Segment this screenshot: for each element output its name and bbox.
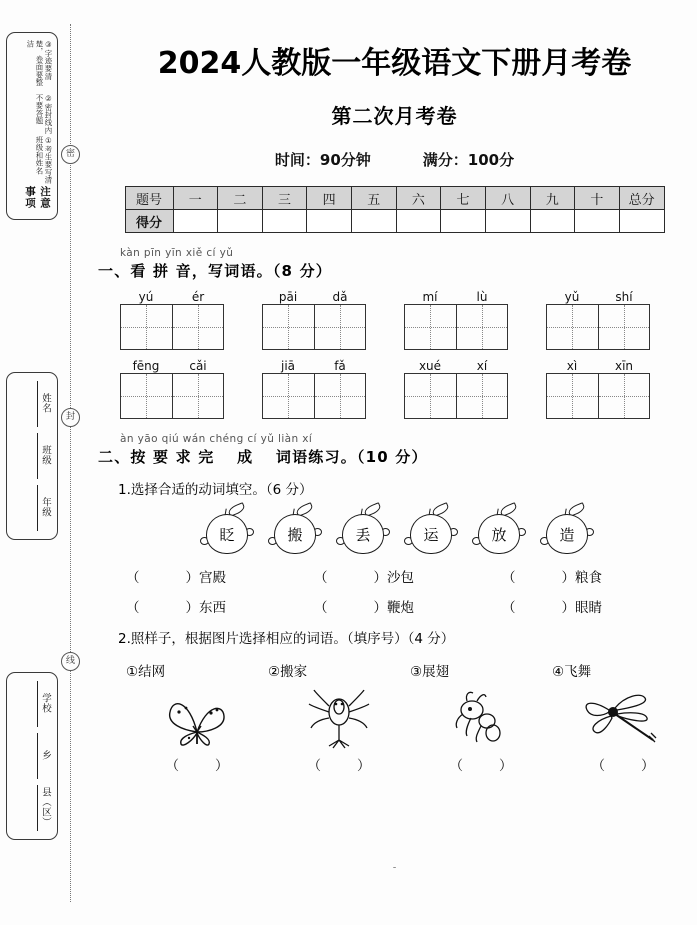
picture-word-options [92,660,697,680]
open-paren: （ [126,600,140,616]
pinyin-syllable: fēng [132,359,160,373]
butterfly-icon [153,688,241,750]
pinyin-syllable: fǎ [334,359,346,373]
section-two-pinyin: àn yāo qiú wán chéng cí yǔ liàn xí [120,433,313,445]
tianzige-cell[interactable] [121,305,173,349]
tianzige-cell[interactable] [405,305,457,349]
pinyin-grid-item [112,359,254,419]
exam-notes-title: 注意事项 [24,185,51,209]
score-col-2: 二 [218,187,263,210]
open-paren: （ [165,758,179,774]
page-footer-mark: - [392,862,397,873]
option-1[interactable]: ①结网 [126,664,166,680]
apple-word: 丢 [342,514,384,554]
verb-blank-item[interactable] [502,566,690,586]
section-one-title: 一、看 拼 音，写词语。（8 分） [98,262,333,280]
pinyin-syllable: cǎi [189,359,207,373]
apple-icon[interactable] [336,504,390,556]
score-cell-2[interactable] [218,210,263,233]
score-col-3: 三 [262,187,307,210]
apple-icon[interactable] [472,504,526,556]
tianzige-cell[interactable] [547,374,599,418]
grade-label: 年级 [40,496,51,517]
picture-answer-blank[interactable] [592,754,655,774]
pinyin-syllable: lù [476,290,488,304]
grade-writing-rule[interactable] [37,485,38,531]
apple-word: 搬 [274,514,316,554]
close-paren: ） [373,570,387,586]
picture-answer-blank[interactable] [308,754,371,774]
school-field[interactable] [37,678,52,727]
apple-word: 运 [410,514,452,554]
pinyin-grid-row-1 [92,290,697,350]
pinyin-labels [262,290,366,304]
tianzige-cell[interactable] [315,374,366,418]
section-two-title: 二、按 要 求 完 成 词语练习。（10 分） [98,448,428,466]
pinyin-grid-item [396,290,538,350]
tianzige-cell[interactable] [263,305,315,349]
tianzige-cell[interactable] [315,305,366,349]
pinyin-labels [546,290,650,304]
verb-blank-item[interactable] [502,596,690,616]
tianzige-cell[interactable] [457,374,508,418]
apple-icon[interactable] [540,504,594,556]
score-cell-total[interactable] [619,210,664,233]
score-table-row-label-question: 题号 [125,187,173,210]
verb-blank-item[interactable] [126,596,314,616]
apple-word: 眨 [206,514,248,554]
score-col-10: 十 [575,187,620,210]
picture-cell [552,688,694,774]
apple-icon[interactable] [404,504,458,556]
exam-note-item-2: ②密封线内不要答题 [35,94,53,135]
open-paren: （ [126,570,140,586]
pinyin-syllable: mí [422,290,438,304]
close-paren: ） [561,600,575,616]
score-col-8: 八 [485,187,530,210]
option-4[interactable]: ④飞舞 [552,664,592,680]
open-paren: （ [314,570,328,586]
town-field[interactable] [37,730,52,779]
pinyin-labels [120,359,224,373]
exam-subtitle: 第二次月考卷 [331,104,458,128]
spider-icon [295,688,383,750]
pinyin-syllable: shí [615,290,633,304]
close-paren: ） [357,758,371,774]
verb-blank-word: 粮食 [575,570,602,586]
verb-blank-word: 宫殿 [199,570,226,586]
picture-cell [126,688,268,774]
verb-blank-row-2 [92,596,697,616]
pinyin-syllable: xì [566,359,578,373]
apple-word: 放 [478,514,520,554]
verb-blank-word: 鞭炮 [387,600,414,616]
tianzige-cell[interactable] [405,374,457,418]
pinyin-labels [262,359,366,373]
score-cell-1[interactable] [173,210,218,233]
score-cell-4[interactable] [307,210,352,233]
tianzige-box[interactable] [546,304,650,350]
ant-icon [437,688,525,750]
close-paren: ） [373,600,387,616]
close-paren: ） [185,570,199,586]
section-two [92,433,697,467]
score-table [125,186,665,233]
county-writing-rule[interactable] [37,785,38,831]
pinyin-labels [120,290,224,304]
score-col-9: 九 [530,187,575,210]
pinyin-syllable: dǎ [332,290,348,304]
open-paren: （ [502,570,516,586]
class-label: 班级 [40,444,51,465]
name-label: 姓名 [40,392,51,413]
tianzige-box[interactable] [120,373,224,419]
verb-blank-item[interactable] [126,566,314,586]
tianzige-cell[interactable] [457,305,508,349]
pinyin-syllable: pāi [278,290,298,304]
score-cell-5[interactable] [352,210,397,233]
open-paren: （ [449,758,463,774]
exam-title: 2024人教版一年级语文下册月考卷 [157,46,632,81]
score-table-row-label-score: 得分 [125,210,173,233]
verb-blank-row-1 [92,566,697,586]
score-cell-10[interactable] [575,210,620,233]
close-paren: ） [215,758,229,774]
score-table-value-row [125,210,664,233]
exam-notes-box [6,32,58,220]
score-cell-7[interactable] [441,210,486,233]
seal-mark-2: 封 [61,408,80,427]
verb-blank-item[interactable] [314,596,502,616]
verb-blank-word: 眼睛 [575,600,602,616]
pinyin-grid-item [538,290,680,350]
close-paren: ） [185,600,199,616]
score-cell-8[interactable] [485,210,530,233]
pinyin-labels [546,359,650,373]
pinyin-syllable: yǔ [564,290,580,304]
tianzige-cell[interactable] [173,305,224,349]
verb-blank-word: 东西 [199,600,226,616]
exam-duration: 时间：90分钟 [274,151,371,169]
picture-answer-blank[interactable] [450,754,513,774]
apple-word: 造 [546,514,588,554]
town-writing-rule[interactable] [37,733,38,779]
tianzige-box[interactable] [120,304,224,350]
tianzige-cell[interactable] [173,374,224,418]
score-col-5: 五 [352,187,397,210]
picture-cell [268,688,410,774]
score-col-1: 一 [173,187,218,210]
tianzige-cell[interactable] [599,374,650,418]
tianzige-box[interactable] [404,304,508,350]
pinyin-syllable: xí [476,359,488,373]
picture-answer-row [92,688,697,774]
tianzige-box[interactable] [262,373,366,419]
tianzige-cell[interactable] [547,305,599,349]
option-2[interactable]: ②搬家 [268,664,308,680]
tianzige-box[interactable] [546,373,650,419]
score-cell-6[interactable] [396,210,441,233]
score-col-total: 总分 [619,187,664,210]
exam-total-score: 满分：100分 [422,151,515,169]
pinyin-grid-row-2 [92,359,697,419]
pinyin-grid-item [254,359,396,419]
verb-apple-row [92,504,697,556]
score-cell-3[interactable] [262,210,307,233]
exam-meta [92,149,697,170]
apple-icon[interactable] [268,504,322,556]
tianzige-box[interactable] [404,373,508,419]
pinyin-grid-item [538,359,680,419]
tianzige-cell[interactable] [263,374,315,418]
score-table-header-row [125,187,664,210]
dragonfly-icon [579,688,667,750]
verb-blank-word: 沙包 [387,570,414,586]
name-writing-rule[interactable] [37,381,38,427]
option-3[interactable]: ③展翅 [410,664,450,680]
open-paren: （ [314,600,328,616]
score-col-7: 七 [441,187,486,210]
school-label: 学校 [40,692,51,713]
exam-note-item-3: ③字迹要清楚，卷面要整洁 [26,40,53,87]
open-paren: （ [307,758,321,774]
pinyin-syllable: ér [191,290,205,304]
class-field[interactable] [37,430,52,479]
pinyin-grid-item [112,290,254,350]
pinyin-labels [404,359,508,373]
section-one [92,247,697,281]
exam-note-item-1: ①考生要写清班级和姓名 [35,135,53,184]
tianzige-cell[interactable] [599,305,650,349]
county-field[interactable] [37,782,52,831]
county-label: 县（区） [40,786,51,827]
section-one-pinyin: kàn pīn yīn xiě cí yǔ [120,247,234,259]
seal-mark-3: 线 [61,652,80,671]
score-cell-9[interactable] [530,210,575,233]
town-label: 乡 [40,749,51,760]
pinyin-syllable: jiā [280,359,296,373]
close-paren: ） [499,758,513,774]
close-paren: ） [641,758,655,774]
seal-sidebar [0,0,92,925]
pinyin-syllable: yú [138,290,154,304]
pinyin-grid-item [396,359,538,419]
identity-fields-box [6,372,58,540]
question-2-2-title: 2.照样子，根据图片选择相应的词语。（填序号）（4 分） [118,631,455,647]
pinyin-syllable: xué [418,359,442,373]
open-paren: （ [591,758,605,774]
exam-body [92,0,697,925]
apple-icon[interactable] [200,504,254,556]
question-2-1-title: 1.选择合适的动词填空。（6 分） [118,482,313,498]
pinyin-labels [404,290,508,304]
name-field[interactable] [37,378,52,427]
picture-answer-blank[interactable] [166,754,229,774]
verb-blank-item[interactable] [314,566,502,586]
grade-field[interactable] [37,482,52,531]
pinyin-grid-item [254,290,396,350]
tianzige-box[interactable] [262,304,366,350]
school-fields-box [6,672,58,840]
open-paren: （ [502,600,516,616]
close-paren: ） [561,570,575,586]
school-writing-rule[interactable] [37,681,38,727]
class-writing-rule[interactable] [37,433,38,479]
score-col-4: 四 [307,187,352,210]
seal-mark-1: 密 [61,145,80,164]
score-col-6: 六 [396,187,441,210]
pinyin-syllable: xīn [614,359,634,373]
tianzige-cell[interactable] [121,374,173,418]
picture-cell [410,688,552,774]
